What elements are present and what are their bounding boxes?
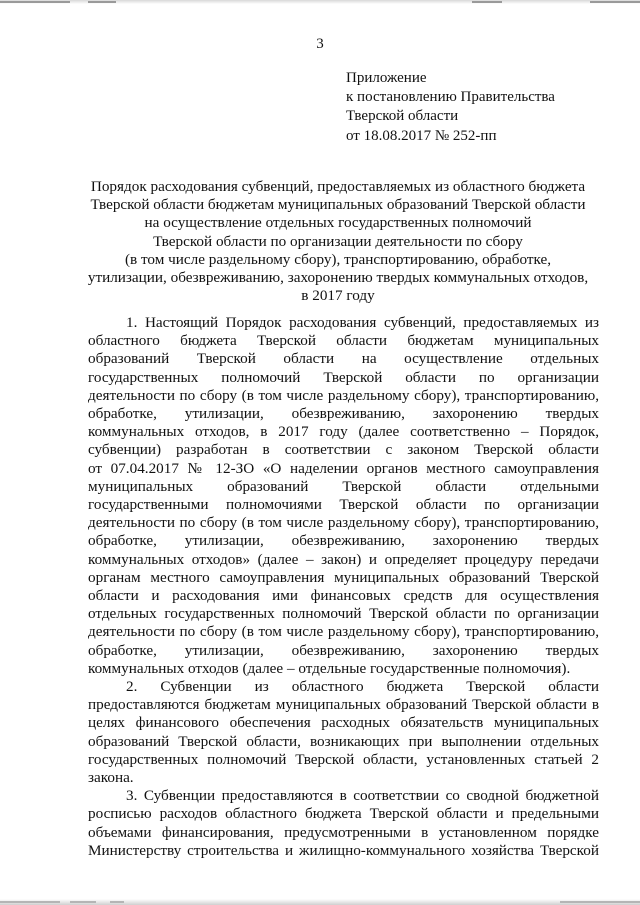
appendix-line: Тверской области bbox=[346, 108, 459, 125]
title-line: (в том числе раздельному сбору), транспортированию, обработке, bbox=[124, 250, 552, 268]
scan-mark bbox=[590, 1, 640, 3]
body-line: коммунальных отходов» (далее – закон) и определяет процедуру передачи bbox=[88, 550, 599, 568]
body-line: органам местного самоуправления муниципальных образований Тверской bbox=[88, 568, 599, 586]
body-line: коммунальных отходов (далее – отдельные государственные полномочия). bbox=[88, 659, 571, 677]
body-line: обработке, утилизации, обезвреживанию, захоронению твердых bbox=[88, 641, 599, 659]
body-line: обработке, утилизации, обезвреживанию, захоронению твердых bbox=[88, 532, 599, 550]
scan-edge-bottom bbox=[0, 899, 640, 905]
scan-mark bbox=[560, 901, 640, 903]
body-line: образований Тверской области на осуществление отдельных bbox=[88, 350, 599, 368]
scan-mark bbox=[88, 1, 116, 3]
body-line: отдельных государственных полномочий Тверской области по организации bbox=[88, 605, 599, 623]
body-line: 2. Субвенции из областного бюджета Тверской области bbox=[126, 678, 599, 696]
title-line: в 2017 году bbox=[301, 287, 375, 305]
title-line: утилизации, обезвреживанию, захоронению твердых коммунальных отходов, bbox=[87, 269, 589, 287]
body-line: государственных полномочий Тверской области, установленных статьей 2 bbox=[88, 750, 599, 768]
appendix-block bbox=[346, 69, 555, 146]
appendix-line: к постановлению Правительства bbox=[346, 89, 555, 106]
appendix-line: Приложение bbox=[346, 70, 427, 86]
body-line: предоставляются бюджетам муниципальных образований Тверской области в bbox=[88, 696, 599, 714]
title-line: Тверской области бюджетам муниципальных образований Тверской области bbox=[90, 196, 586, 214]
body-line: субвенции) разработан в соответствии с законом Тверской области bbox=[88, 441, 599, 459]
body-line: от 07.04.2017 № 12-ЗО «О наделении органов местного самоуправления bbox=[88, 459, 599, 477]
body-line: деятельности по сбору (в том числе раздельному сбору), транспортированию, bbox=[88, 623, 599, 641]
body-line: 3. Субвенции предоставляются в соответствии со сводной бюджетной bbox=[126, 787, 599, 805]
scan-mark bbox=[70, 901, 96, 903]
body-line: Министерству строительства и жилищно-коммунального хозяйства Тверской bbox=[88, 841, 599, 859]
body-line: деятельности по сбору (в том числе раздельному сбору), транспортированию, bbox=[88, 514, 599, 532]
body-line: коммунальных отходов, в 2017 году (далее соответственно – Порядок, bbox=[88, 423, 599, 441]
scan-mark bbox=[472, 1, 502, 3]
body-line: объемами финансирования, предусмотренными в установленном порядке bbox=[88, 823, 599, 841]
body-line: муниципальных образований Тверской области отдельными bbox=[88, 477, 599, 495]
appendix-line: от 18.08.2017 № 252-пп bbox=[346, 127, 497, 144]
body-line: закона. bbox=[88, 769, 134, 787]
title-line: Порядок расходования субвенций, предоставляемых из областного бюджета bbox=[90, 178, 586, 195]
scan-mark bbox=[0, 901, 60, 903]
body-line: обработке, утилизации, обезвреживанию, захоронению твердых bbox=[88, 405, 599, 423]
body-line: целях финансового обеспечения расходных обязательств муниципальных bbox=[88, 714, 599, 732]
page-number: 3 bbox=[316, 36, 324, 52]
body-line: области и расходования ими финансовых средств для осуществления bbox=[88, 587, 599, 605]
document-body bbox=[88, 314, 599, 860]
body-line: государственными полномочиями Тверской области по организации bbox=[88, 496, 599, 514]
body-line: деятельности по сбору (в том числе раздельному сбору), транспортированию, bbox=[88, 386, 599, 404]
title-line: Тверской области по организации деятельности по сбору bbox=[153, 232, 523, 250]
body-line: росписью расходов областного бюджета Тверской области и предельными bbox=[88, 805, 599, 823]
body-line: государственных полномочий Тверской области по организации bbox=[88, 368, 599, 386]
document-title bbox=[78, 178, 598, 305]
scan-mark bbox=[110, 901, 124, 903]
body-line: образований Тверской области, возникающих при выполнении отдельных bbox=[88, 732, 599, 750]
body-line: 1. Настоящий Порядок расходования субвенций, предоставляемых из bbox=[126, 314, 599, 331]
body-line: областного бюджета Тверской области бюджетам муниципальных bbox=[88, 332, 599, 350]
title-line: на осуществление отдельных государственных полномочий bbox=[144, 214, 532, 232]
scan-mark bbox=[0, 1, 70, 3]
